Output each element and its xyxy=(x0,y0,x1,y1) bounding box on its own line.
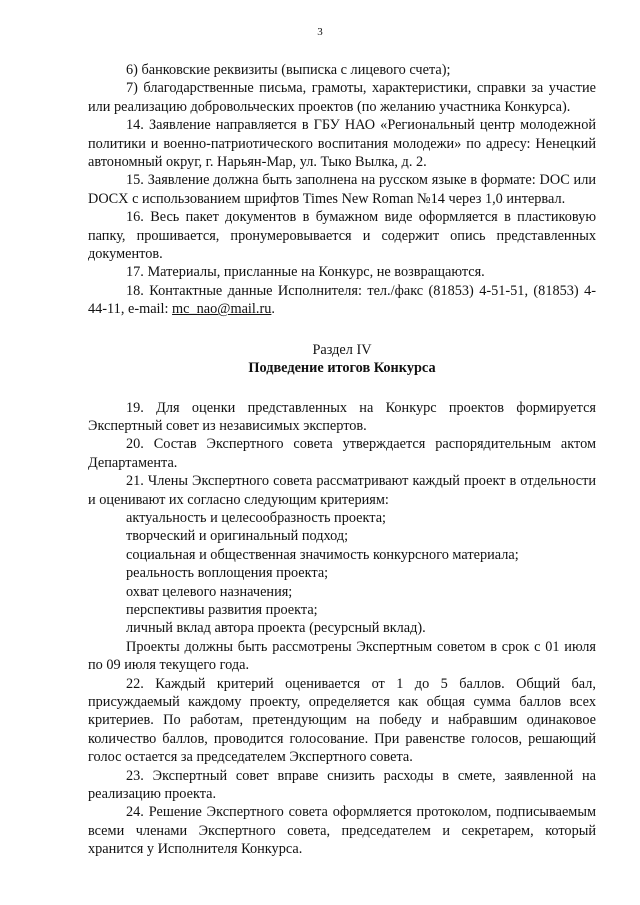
paragraph-letters: 7) благодарственные письма, грамоты, характеристики, справки за участие или реализацию добровольческих проектов (по желанию участника Конкурса). xyxy=(88,80,596,115)
section-title: Подведение итогов Конкурса xyxy=(248,360,436,377)
paragraph-review-period: Проекты должны быть рассмотрены Экспертным советом в срок с 01 июля по 09 июля текущего года. xyxy=(88,638,596,674)
criterion-item: личный вклад автора проекта (ресурсный вклад). xyxy=(126,620,426,637)
criterion-item: актуальность и целесообразность проекта; xyxy=(126,509,387,526)
criterion-item: творческий и оригинальный подход; xyxy=(126,528,349,545)
document-body xyxy=(88,61,596,859)
paragraph-15: 15. Заявление должна быть заполнена на русском языке в формате: DOC или DOCX с использованием шрифтов Times New Roman №14 через 1,0 интервал. xyxy=(88,172,596,207)
paragraph-24: 24. Решение Экспертного совета оформляется протоколом, подписываемым всеми членами Экспертного совета, председателем и секретарем, который хранится у Исполнителя Конкурса. xyxy=(88,804,596,858)
paragraph-22: 22. Каждый критерий оценивается от 1 до 5 баллов. Общий бал, присуждаемый каждому проекту, определяется как общая сумма баллов всех критериев. По работам, претендующим на победу и набравшим одинаковое количество баллов, проводится голосование. При равенстве голосов, решающий голос остается за председателем Экспертного совета. xyxy=(88,675,596,766)
paragraph-bank-details: 6) банковские реквизиты (выписка с лицевого счета); xyxy=(126,62,451,78)
paragraph-18-contacts xyxy=(88,282,596,319)
criterion-item: перспективы развития проекта; xyxy=(126,601,318,618)
criterion-item: охват целевого назначения; xyxy=(126,583,293,600)
section-number: Раздел IV xyxy=(312,341,372,358)
paragraph-20: 20. Состав Экспертного совета утверждается распорядительным актом Департамента. xyxy=(88,436,596,471)
paragraph-16: 16. Весь пакет документов в бумажном виде оформляется в пластиковую папку, прошивается, пронумеровывается и содержит опись представленных документов. xyxy=(88,209,596,263)
criterion-item: социальная и общественная значимость конкурсного материала; xyxy=(126,546,519,563)
page-number: 3 xyxy=(317,26,323,38)
paragraph-14: 14. Заявление направляется в ГБУ НАО «Региональный центр молодежной политики и военно-патриотического воспитания молодежи» по адресу: Ненецкий автономный округ, г. Нарьян-Мар, ул. Тыко Вылка, д. 2. xyxy=(88,117,596,171)
paragraph-19: 19. Для оценки представленных на Конкурс проектов формируется Экспертный совет из независимых экспертов. xyxy=(88,399,596,434)
criterion-item: реальность воплощения проекта; xyxy=(126,565,329,582)
contacts-end: . xyxy=(271,301,275,318)
contacts-text: 18. Контактные данные Исполнителя: тел./факс (81853) 4-51-51, (81853) 4-44-11, e-mail: xyxy=(88,282,596,318)
paragraph-21: 21. Члены Экспертного совета рассматривают каждый проект в отдельности и оценивают их согласно следующим критериям: xyxy=(88,473,596,508)
email-link[interactable]: mc_nao@mail.ru xyxy=(172,301,272,318)
paragraph-23: 23. Экспертный совет вправе снизить расходы в смете, заявленной на реализацию проекта. xyxy=(88,767,596,803)
paragraph-17: 17. Материалы, присланные на Конкурс, не возвращаются. xyxy=(126,264,485,281)
